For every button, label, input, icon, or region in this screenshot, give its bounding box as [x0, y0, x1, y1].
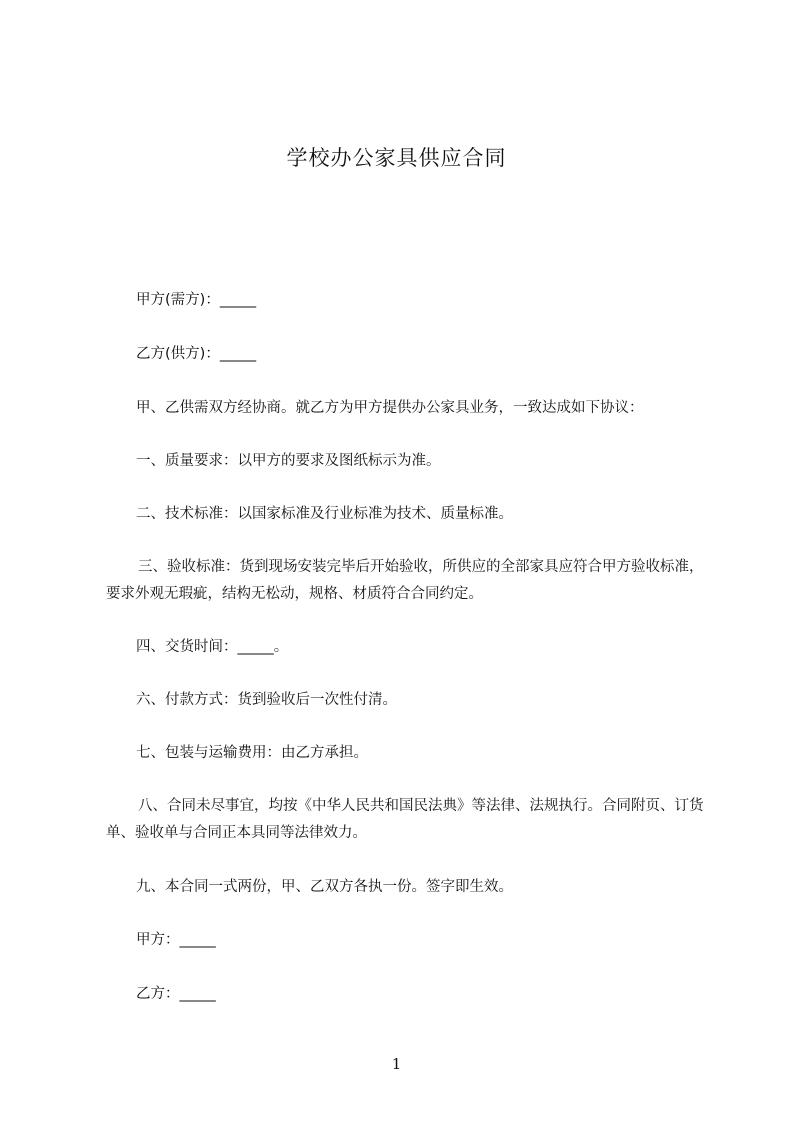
party-b-line: 乙方(供方)：_____	[136, 346, 257, 362]
clause-quality: 一、质量要求：以甲方的要求及图纸标示为准。	[136, 453, 441, 469]
party-a-line: 甲方(需方)：_____	[136, 292, 257, 308]
clause-packaging-transport: 七、包装与运输费用：由乙方承担。	[136, 745, 368, 761]
signature-party-b: 乙方：_____	[136, 986, 216, 1002]
clause-technical-standard: 二、技术标准：以国家标准及行业标准为技术、质量标准。	[136, 506, 513, 522]
signature-party-a: 甲方：_____	[136, 932, 216, 948]
page-number: 1	[391, 1055, 402, 1073]
document-title: 学校办公家具供应合同	[286, 146, 507, 170]
clause-payment: 六、付款方式：货到验收后一次性付清。	[136, 692, 397, 708]
clause-copies: 九、本合同一式两份，甲、乙双方各执一份。签字即生效。	[136, 879, 513, 895]
clause-acceptance-standard: 三、验收标准：货到现场安装完毕后开始验收，所供应的全部家具应符合甲方验收标准，要求外观无瑕疵，结构无松动，规格、材质符合合同约定。	[106, 559, 704, 602]
clause-delivery-time: 四、交货时间：_____。	[136, 639, 289, 655]
intro-paragraph: 甲、乙供需双方经协商。就乙方为甲方提供办公家具业务，一致达成如下协议：	[136, 400, 644, 416]
clause-legal-basis: 八、合同未尽事宜，均按《中华人民共和国民法典》等法律、法规执行。合同附页、订货单、验收单与合同正本具同等法律效力。	[106, 798, 704, 841]
